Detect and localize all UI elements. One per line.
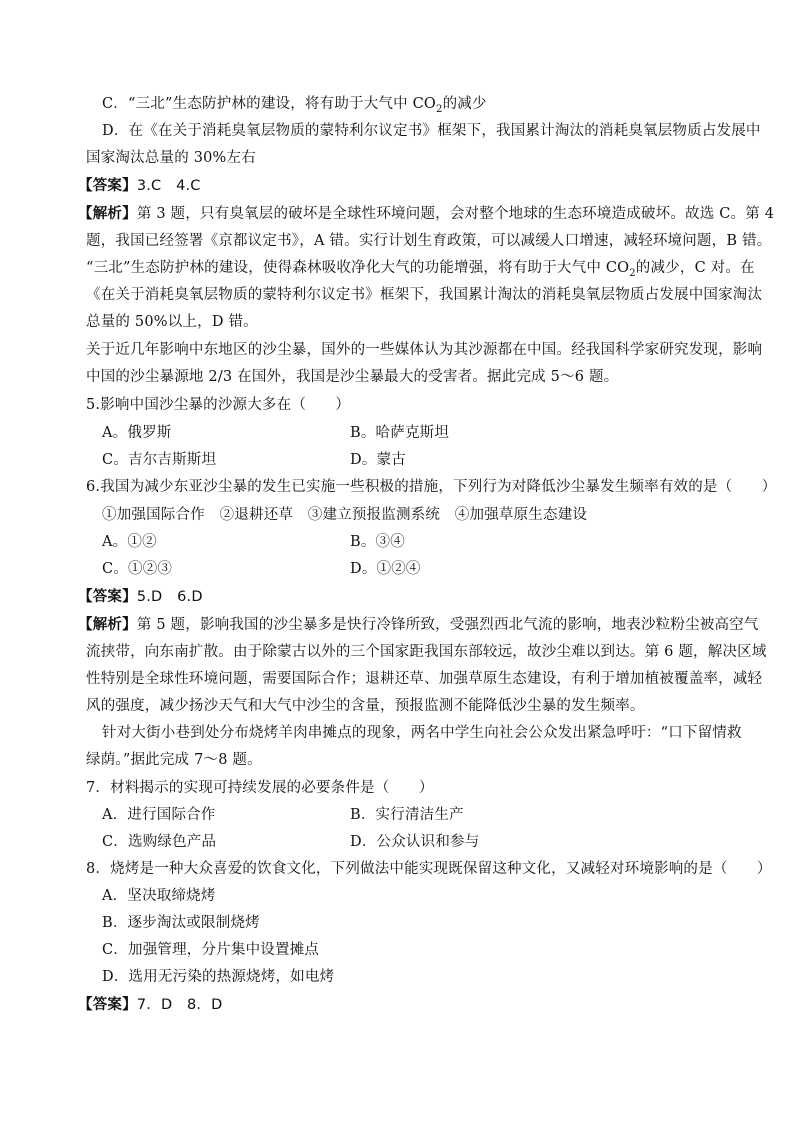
answer-tag: 【答案】 <box>78 996 137 1013</box>
analysis-3-4-line1 <box>78 202 775 226</box>
q6-option-d: D。①②④ <box>350 561 421 577</box>
q6-options-row2 <box>102 557 742 581</box>
answer-7-8 <box>78 993 718 1017</box>
q4-option-c-text: C．“三北”生态防护林的建设，将有助于大气中 CO <box>102 96 437 112</box>
q6-items: ①加强国际合作 ②退耕还草 ③建立预报监测系统 ④加强草原生态建设 <box>102 507 588 523</box>
q6-option-b: B。③④ <box>350 534 405 550</box>
analysis-5-6-line3: 性特别是全球性环境问题，需要国际合作；退耕还草、加强草原生态建设，有利于增加植被覆盖率，减轻 <box>86 671 763 687</box>
subscript: 2 <box>436 103 443 115</box>
q4-option-c-tail: 的减少 <box>442 96 487 112</box>
q5-option-c: C。吉尔吉斯斯坦 <box>102 452 217 468</box>
q5-option-a: A。俄罗斯 <box>102 425 172 441</box>
q4-option-d-cont: 国家淘汰总量的 30%左右 <box>86 150 256 166</box>
answer-text: 3.C 4.C <box>136 178 201 194</box>
q4-option-d: D．在《在关于消耗臭氧层物质的蒙特利尔议定书》框架下，我国累计淘汰的消耗臭氧层物质占发展中 <box>102 123 761 139</box>
q7-stem: 7．材料揭示的实现可持续发展的必要条件是（ ） <box>86 780 434 796</box>
analysis-3-4-line4: 《在关于消耗臭氧层物质的蒙特利尔议定书》框架下，我国累计淘汰的消耗臭氧层物质占发展中国家淘汰 <box>86 287 763 303</box>
q8-option-a: A．坚决取缔烧烤 <box>102 888 216 904</box>
analysis-tag: 【解析】 <box>78 205 137 222</box>
analysis-3-4-line3 <box>86 256 755 280</box>
answer-5-6 <box>78 585 718 609</box>
analysis-text: 第 3 题，只有臭氧层的破坏是全球性环境问题，会对整个地球的生态环境造成破坏。故选 C。第 4 <box>136 206 775 222</box>
q6-stem: 6.我国为减少东亚沙尘暴的发生已实施一些积极的措施，下列行为对降低沙尘暴发生频率有效的是（ ） <box>86 479 777 495</box>
q5-options-row1 <box>102 421 742 445</box>
q5-stem: 5.影响中国沙尘暴的沙源大多在（ ） <box>86 397 351 413</box>
q5-options-row2 <box>102 448 742 472</box>
q6-options-row1 <box>102 530 742 554</box>
analysis-text: “三北”生态防护林的建设，使得森林吸收净化大气的功能增强，将有助于大气中 CO <box>86 260 630 276</box>
analysis-text-tail: 的减少，C 对。在 <box>635 260 755 276</box>
q7-option-a: A．进行国际合作 <box>102 807 216 823</box>
q6-option-c: C。①②③ <box>102 561 173 577</box>
analysis-3-4-line2: 题，我国已经签署《京都议定书》，A 错。实行计划生育政策，可以减缓人口增速，减轻环境问题，B 错。 <box>86 233 772 249</box>
material-5-6-line1: 关于近几年影响中东地区的沙尘暴，国外的一些媒体认为其沙源都在中国。经我国科学家研究发现，影响 <box>86 342 763 358</box>
analysis-5-6-line2: 流挟带，向东南扩散。由于除蒙古以外的三个国家距我国东部较远，故沙尘难以到达。第 6 题，解决区域 <box>86 644 767 660</box>
answer-text: 5.D 6.D <box>136 589 203 605</box>
q7-option-c: C．选购绿色产品 <box>102 834 217 850</box>
analysis-text: 第 5 题，影响我国的沙尘暴多是快行冷锋所致，受强烈西北气流的影响，地表沙粒粉尘被高空气 <box>136 617 759 633</box>
q5-option-d: D。蒙古 <box>350 452 406 468</box>
analysis-3-4-line5: 总量的 50%以上，D 错。 <box>86 314 258 330</box>
q8-stem: 8．烧烤是一种大众喜爱的饮食文化，下列做法中能实现既保留这种文化，又减轻对环境影响的是（ ） <box>86 861 772 877</box>
q5-option-b: B。哈萨克斯坦 <box>350 425 450 441</box>
q4-option-c <box>102 92 742 116</box>
material-7-8-line2: 绿荫。”据此完成 7～8 题。 <box>86 752 262 768</box>
analysis-tag: 【解析】 <box>78 616 137 633</box>
q8-option-c: C．加强管理，分片集中设置摊点 <box>102 942 320 958</box>
q8-option-d: D．选用无污染的热源烧烤，如电烤 <box>102 969 335 985</box>
q7-option-d: D．公众认识和参与 <box>350 834 480 850</box>
q7-option-b: B．实行清洁生产 <box>350 807 464 823</box>
q6-option-a: A。①② <box>102 534 157 550</box>
subscript: 2 <box>629 267 636 279</box>
answer-3-4 <box>78 174 718 198</box>
answer-text: 7．D 8．D <box>136 997 223 1013</box>
answer-tag: 【答案】 <box>78 588 137 605</box>
material-7-8-line1: 针对大街小巷到处分布烧烤羊肉串摊点的现象，两名中学生向社会公众发出紧急呼吁：“口下留情救 <box>102 725 742 741</box>
material-5-6-line2: 中国的沙尘暴源地 2/3 在国外，我国是沙尘暴最大的受害者。据此完成 5～6 题。 <box>86 369 619 385</box>
q8-option-b: B．逐步淘汰或限制烧烤 <box>102 915 260 931</box>
q7-options-row1 <box>102 803 742 827</box>
analysis-5-6-line4: 风的强度，减少扬沙天气和大气中沙尘的含量，预报监测不能降低沙尘暴的发生频率。 <box>86 698 645 714</box>
q7-options-row2 <box>102 830 742 854</box>
answer-tag: 【答案】 <box>78 177 137 194</box>
analysis-5-6-line1 <box>78 613 759 637</box>
